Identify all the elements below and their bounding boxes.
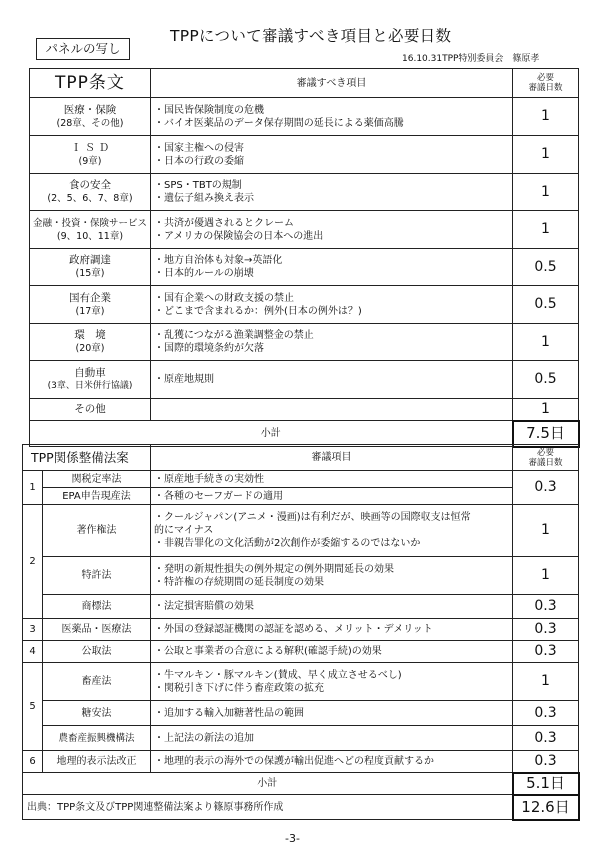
law-cell: 医薬品・医療法 — [43, 619, 151, 641]
table-row — [23, 619, 579, 641]
table-row — [23, 471, 579, 488]
days-cell: 0.3 — [513, 751, 579, 773]
table-row — [30, 249, 579, 286]
table-header-row — [23, 445, 579, 471]
law-cell: 糖安法 — [43, 701, 151, 726]
days-cell: 1 — [513, 663, 579, 701]
table-row — [23, 505, 579, 557]
category-cell: 食の安全 (2、5、6、7、8章) — [30, 174, 151, 211]
subtitle: 16.10.31TPP特別委員会 篠原孝 — [402, 54, 540, 64]
source-note: 出典：TPP条文及びTPP関連整備法案より篠原事務所作成 — [23, 795, 513, 820]
items-cell: ・上記法の新法の追加 — [151, 726, 513, 751]
days-cell: 1 — [513, 505, 579, 557]
table-row — [23, 641, 579, 663]
items-cell — [151, 399, 513, 421]
header-days: 必要 審議日数 — [513, 445, 579, 471]
page-title: TPPについて審議すべき項目と必要日数 — [170, 27, 452, 45]
subtotal-value: 5.1日 — [513, 773, 579, 795]
table-row — [23, 701, 579, 726]
days-cell: 0.3 — [513, 595, 579, 619]
law-cell: 農畜産振興機構法 — [43, 726, 151, 751]
group-number: 3 — [23, 619, 43, 641]
tpp-articles-table — [29, 68, 580, 448]
items-cell: ・クールジャパン(アニメ・漫画)は有利だが、映画等の国際収支は恒常 的にマイナス ・非親告罪化の文化活動が2次創作が委縮するのではないか — [151, 505, 513, 557]
law-cell: 畜産法 — [43, 663, 151, 701]
items-cell: ・地方自治体も対象→英語化 ・日本的ルールの崩壊 — [151, 249, 513, 286]
items-cell: ・各種のセーフガードの適用 — [151, 488, 513, 505]
table-row — [23, 557, 579, 595]
category-cell: 金融・投資・保険サービス (9、10、11章) — [30, 211, 151, 249]
table-row — [23, 595, 579, 619]
category-cell: 政府調達 (15章) — [30, 249, 151, 286]
items-cell: ・牛マルキン・豚マルキン(賛成、早く成立させるべし) ・関税引き下げに伴う畜産政策の拡充 — [151, 663, 513, 701]
subtotal-value: 7.5日 — [513, 421, 579, 447]
table-row — [23, 751, 579, 773]
items-cell: ・外国の登録認証機関の認証を認める、メリット・デメリット — [151, 619, 513, 641]
category-cell: その他 — [30, 399, 151, 421]
subtotal-label: 小計 — [23, 773, 513, 795]
header-category: TPP関係整備法案 — [23, 445, 151, 471]
table-row — [30, 211, 579, 249]
days-cell: 1 — [513, 98, 579, 136]
subtotal-row — [30, 421, 579, 447]
total-row — [23, 795, 579, 820]
law-cell: 公取法 — [43, 641, 151, 663]
table-row — [23, 726, 579, 751]
items-cell: ・乱獲につながる漁業調整金の禁止 ・国際的環境条約が欠落 — [151, 324, 513, 361]
items-cell: ・原産地規則 — [151, 361, 513, 399]
items-cell: ・国有企業への財政支援の禁止 ・どこまで含まれるか：例外(日本の例外は？) — [151, 286, 513, 324]
items-cell: ・共済が優遇されるとクレーム ・アメリカの保険協会の日本への進出 — [151, 211, 513, 249]
subtotal-row — [23, 773, 579, 795]
table-row — [30, 399, 579, 421]
items-cell: ・地理的表示の海外での保護が輸出促進へどの程度貢献するか — [151, 751, 513, 773]
law-cell: 商標法 — [43, 595, 151, 619]
days-cell: 0.3 — [513, 726, 579, 751]
page-number: -3- — [285, 832, 300, 845]
table-row — [30, 136, 579, 174]
law-cell: EPA申告現産法 — [43, 488, 151, 505]
days-cell: 1 — [513, 399, 579, 421]
days-cell: 0.3 — [513, 701, 579, 726]
law-cell: 関税定率法 — [43, 471, 151, 488]
days-cell: 0.5 — [513, 361, 579, 399]
items-cell: ・発明の新規性損失の例外規定の例外期間延長の効果 ・特許権の存続期間の延長制度の効果 — [151, 557, 513, 595]
items-cell: ・原産地手続きの実効性 — [151, 471, 513, 488]
related-bills-table — [22, 444, 580, 821]
law-cell: 地理的表示法改正 — [43, 751, 151, 773]
header-category: TPP条文 — [30, 69, 151, 98]
category-cell: Ｉ Ｓ Ｄ (9章) — [30, 136, 151, 174]
items-cell: ・公取と事業者の合意による解釈(確認手続)の効果 — [151, 641, 513, 663]
group-number: 5 — [23, 663, 43, 751]
days-cell: 0.3 — [513, 641, 579, 663]
days-cell: 0.3 — [513, 619, 579, 641]
days-cell: 1 — [513, 136, 579, 174]
days-cell: 1 — [513, 174, 579, 211]
days-cell: 1 — [513, 211, 579, 249]
table-row — [30, 324, 579, 361]
law-cell: 特許法 — [43, 557, 151, 595]
group-number: 1 — [23, 471, 43, 505]
table-header-row — [30, 69, 579, 98]
total-value: 12.6日 — [513, 795, 579, 820]
header-days: 必要 審議日数 — [513, 69, 579, 98]
header-items: 審議すべき項目 — [151, 69, 513, 98]
table-row — [30, 286, 579, 324]
group-number: 6 — [23, 751, 43, 773]
table-row — [30, 361, 579, 399]
days-cell: 0.5 — [513, 249, 579, 286]
law-cell: 著作権法 — [43, 505, 151, 557]
category-cell: 環 境 (20章) — [30, 324, 151, 361]
group-number: 2 — [23, 505, 43, 619]
table-row — [30, 174, 579, 211]
items-cell: ・追加する輸入加糖著性品の範囲 — [151, 701, 513, 726]
category-cell: 医療・保険 (28章、その他) — [30, 98, 151, 136]
items-cell: ・国家主権への侵害 ・日本の行政の委縮 — [151, 136, 513, 174]
panel-label: パネルの写し — [36, 38, 130, 60]
items-cell: ・法定損害賠償の効果 — [151, 595, 513, 619]
category-cell: 国有企業 (17章) — [30, 286, 151, 324]
days-cell: 0.3 — [513, 471, 579, 505]
table-row — [23, 663, 579, 701]
days-cell: 0.5 — [513, 286, 579, 324]
days-cell: 1 — [513, 324, 579, 361]
subtotal-label: 小計 — [30, 421, 513, 447]
items-cell: ・SPS・TBTの規制 ・遺伝子組み換え表示 — [151, 174, 513, 211]
group-number: 4 — [23, 641, 43, 663]
table-row — [30, 98, 579, 136]
table-row — [23, 488, 579, 505]
header-items: 審議項目 — [151, 445, 513, 471]
items-cell: ・国民皆保険制度の危機 ・バイオ医薬品のデータ保存期間の延長による薬価高騰 — [151, 98, 513, 136]
days-cell: 1 — [513, 557, 579, 595]
category-cell: 自動車 (3章、日米併行協議) — [30, 361, 151, 399]
